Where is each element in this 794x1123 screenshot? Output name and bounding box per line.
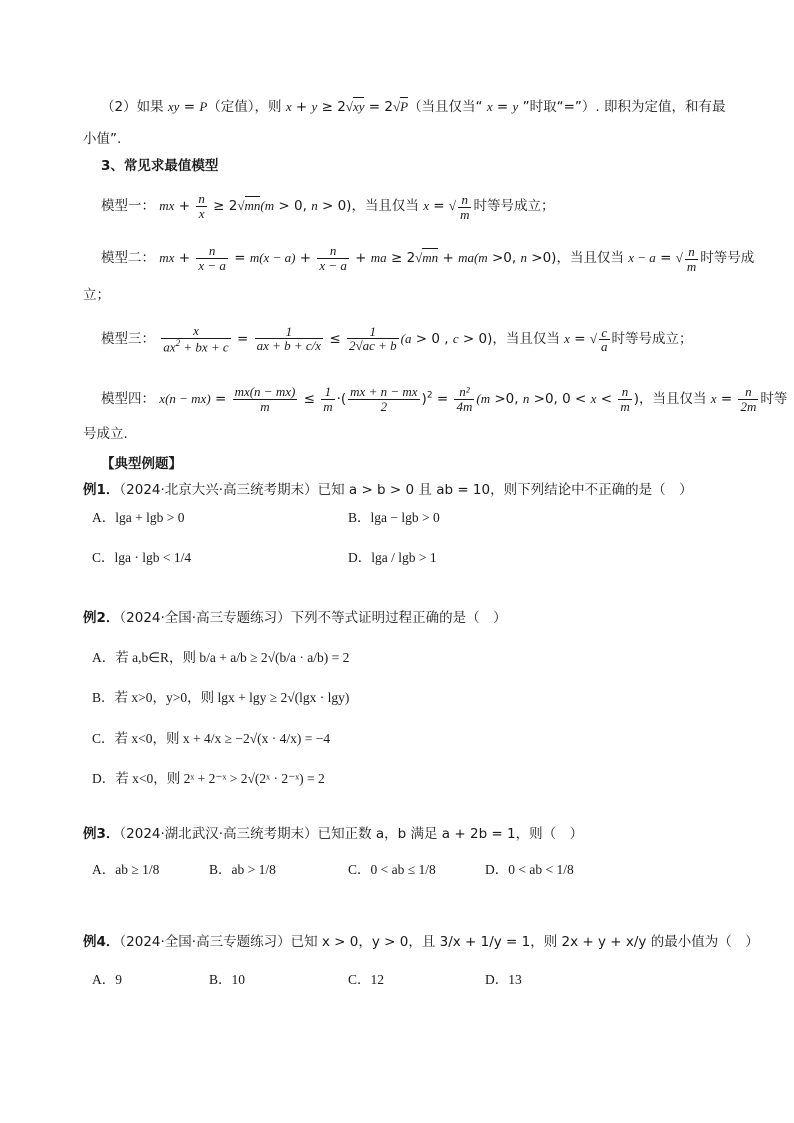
examples-title: 【典型例题】 — [101, 456, 182, 472]
example-1-option-c[interactable]: C．lga · lgb < 1/4 — [92, 550, 192, 565]
model-2-cont: 立； — [83, 287, 110, 303]
example-4-option-a[interactable]: A．9 — [92, 972, 122, 987]
model-4-cont: 号成立. — [83, 426, 128, 442]
example-3-text: （2024·湖北武汉·高三统考期末）已知正数 a，b 满足 a + 2b = 1，则（ ） — [119, 826, 584, 842]
example-1-stem — [83, 482, 693, 498]
model-4-label: 模型四： — [101, 391, 155, 408]
example-1-option-d[interactable]: D．lga / lgb > 1 — [348, 550, 437, 565]
example-1-option-a[interactable]: A．lga + lgb > 0 — [92, 510, 185, 525]
example-1-text: （2024·北京大兴·高三统考期末）已知 a > b > 0 且 ab = 10，则下列结论中不正确的是（ ） — [119, 482, 693, 498]
example-2-number: 例2． — [83, 610, 120, 626]
example-3-option-c[interactable]: C．0 < ab ≤ 1/8 — [348, 862, 436, 877]
example-4-number: 例4． — [83, 934, 120, 950]
example-4-option-b[interactable]: B．10 — [209, 972, 246, 987]
model-3-label: 模型三： — [101, 330, 155, 347]
example-3-stem — [83, 826, 583, 842]
example-3-option-a[interactable]: A．ab ≥ 1/8 — [92, 862, 160, 877]
model-1: 模型一： mx + $\frac{n}{x}$ ≥ 2√ mn(m > 0, n > 0)，当且仅当 x = √ $\frac{n}{m}$ 时等号成立； — [101, 192, 554, 221]
model-1-label: 模型一： — [101, 198, 155, 215]
example-1-option-b[interactable]: B．lga − lgb > 0 — [348, 510, 440, 525]
section-title: 3、常见求最值模型 — [101, 158, 219, 174]
example-2-stem — [83, 610, 507, 626]
model-4: 模型四： x(n − mx) = $\frac{mx(n - mx)}{m}$ ≤ $\frac{1}{m}$ ·( $\frac{mx + n - mx}{2}$ )$^2$ = $\frac{\text{n²}}{4m}$ (m >0, n >0, 0 < x < $\frac{n}{m}$ )，当且仅当 x = $\frac{n}{2m}$ 时等 — [101, 384, 788, 414]
example-4-option-c[interactable]: C．12 — [348, 972, 385, 987]
example-2-text: （2024·全国·高三专题练习）下列不等式证明过程正确的是（ ） — [119, 610, 507, 626]
model-2: 模型二： mx + $\frac{n}{x - a}$ = m(x − a) + $\frac{n}{x - a}$ + ma ≥ 2√ mn + ma(m >0, n >0)，当且仅当 x − a = √ $\frac{n}{m}$ 时等号成 — [101, 244, 754, 273]
paragraph-2: （2）如果 xy = P（定值），则 x + y ≥ 2√ xy = 2√ P（当且仅当“ x = y ”时取“=”）. 即积为定值，和有最 — [101, 99, 726, 115]
example-4-stem — [83, 934, 759, 950]
example-2-option-c[interactable]: C．若 x<0，则 x + 4/x ≥ −2√(x · 4/x) = −4 — [92, 731, 331, 746]
example-3-option-b[interactable]: B．ab > 1/8 — [209, 862, 276, 877]
model-3: 模型三： $\frac{x}{ax^2 + bx + c}$ = $\frac{1}{ax + b + c/x}$ ≤ $\frac{1}{2√ac + b}$ (a > 0 , c > 0)，当且仅当 x = √ $\frac{c}{a}$ 时等号成立； — [101, 324, 693, 354]
example-4-option-d[interactable]: D．13 — [485, 972, 522, 987]
example-2-option-d[interactable]: D．若 x<0，则 2ˣ + 2⁻ˣ > 2√(2ˣ · 2⁻ˣ) = 2 — [92, 771, 325, 786]
example-1-number: 例1． — [83, 482, 120, 498]
paragraph-2-cont: 小值”. — [83, 131, 122, 147]
example-2-option-a[interactable]: A．若 a,b∈R，则 b/a + a/b ≥ 2√(b/a · a/b) = 2 — [92, 650, 350, 665]
example-4-text: （2024·全国·高三专题练习）已知 x > 0，y > 0，且 3/x + 1/y = 1，则 2x + y + x/y 的最小值为（ ） — [119, 934, 759, 950]
example-2-option-b[interactable]: B．若 x>0，y>0，则 lgx + lgy ≥ 2√(lgx · lgy) — [92, 690, 350, 705]
model-2-label: 模型二： — [101, 250, 155, 267]
example-3-number: 例3． — [83, 826, 120, 842]
example-3-option-d[interactable]: D．0 < ab < 1/8 — [485, 862, 574, 877]
